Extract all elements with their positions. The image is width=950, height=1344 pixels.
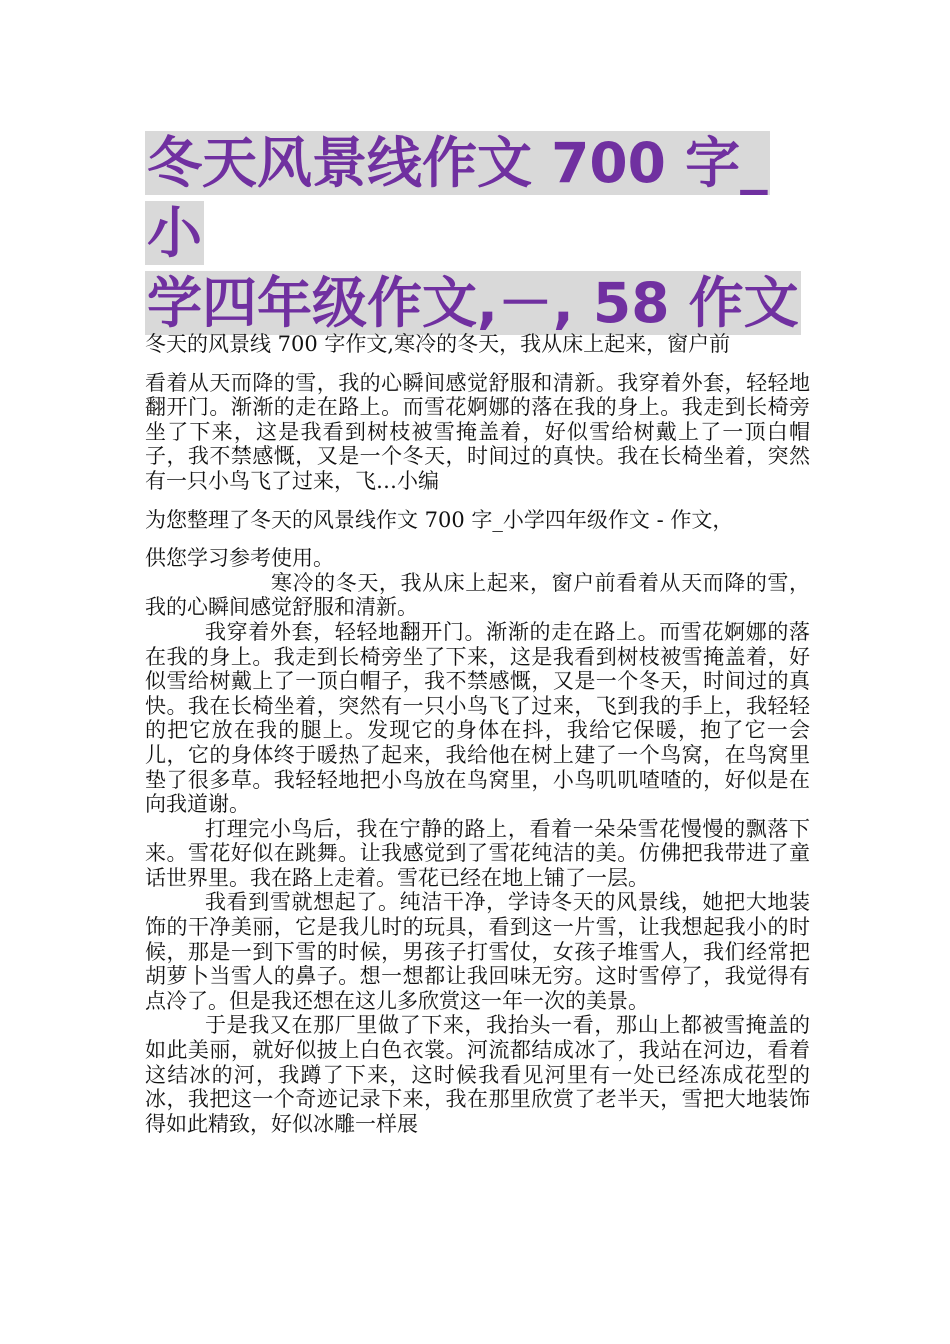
title-line-2: 学四年级作文,－, 58 作文 bbox=[147, 271, 799, 335]
intro-closing-line: 供您学习参考使用。 bbox=[145, 546, 334, 571]
paragraph-2: 我穿着外套，轻轻地翻开门。渐渐的走在路上。而雪花婀娜的落在我的身上。我走到长椅旁坐了下来，这是我看到树枝被雪掩盖着，好似雪给树戴上了一顶白帽子，我不禁感慨，又是一个冬天，时间过的真快。我在长椅坐着，突然有一只小鸟飞了过来，飞到我的手上，我轻轻的把它放在我的腿上。发现它的身体在抖，我给它保暖，抱了它一会儿，它的身体终于暖热了起来，我给他在树上建了一个鸟窝，在鸟窝里垫了很多草。我轻轻地把小鸟放在鸟窝里，小鸟叽叽喳喳的，好似是在向我道谢。 bbox=[145, 619, 810, 817]
document-title bbox=[145, 128, 815, 338]
title-line-1: 冬天风景线作文 700 字_小 bbox=[147, 131, 768, 265]
paragraph-1: 寒冷的冬天，我从床上起来，窗户前看着从天而降的雪，我的心瞬间感觉舒服和清新。 bbox=[145, 570, 810, 620]
document-body bbox=[145, 332, 810, 1136]
paragraph-4: 我看到雪就想起了。纯洁干净，学诗冬天的风景线，她把大地装饰的干净美丽，它是我儿时的玩具，看到这一片雪，让我想起我小的时候，那是一到下雪的时候，男孩子打雪仗，女孩子堆雪人，我们经常把胡萝卜当雪人的鼻子。想一想都让我回味无穷。这时雪停了，我觉得有点冷了。但是我还想在这儿多欣赏这一年一次的美景。 bbox=[145, 890, 810, 1013]
paragraph-3: 打理完小鸟后，我在宁静的路上，看着一朵朵雪花慢慢的飘落下来。雪花好似在跳舞。让我感觉到了雪花纯洁的美。仿佛把我带进了童话世界里。我在路上走着。雪花已经在地上铺了一层。 bbox=[145, 816, 810, 890]
paragraph-5: 于是我又在那厂里做了下来，我抬头一看，那山上都被雪掩盖的如此美丽，就好似披上白色衣裳。河流都结成冰了，我站在河边，看着这结冰的河，我蹲了下来，这时候我看见河里有一处已经冻成花型的冰，我把这一个奇迹记录下来，我在那里欣赏了老半天，雪把大地装饰得如此精致，好似冰雕一样展 bbox=[145, 1013, 810, 1136]
intro-source-line: 为您整理了冬天的风景线作文 700 字_小学四年级作文 - 作文， bbox=[145, 507, 734, 532]
intro-first-line: 冬天的风景线 700 字作文,寒冷的冬天，我从床上起来，窗户前 bbox=[145, 332, 731, 356]
intro-summary: 看着从天而降的雪，我的心瞬间感觉舒服和清新。我穿着外套，轻轻地翻开门。渐渐的走在路上。而雪花婀娜的落在我的身上。我走到长椅旁坐了下来，这是我看到树枝被雪掩盖着，好似雪给树戴上了一顶白帽子，我不禁感慨，又是一个冬天，时间过的真快。我在长椅坐着，突然有一只小鸟飞了过来，飞…小编 bbox=[145, 370, 810, 493]
